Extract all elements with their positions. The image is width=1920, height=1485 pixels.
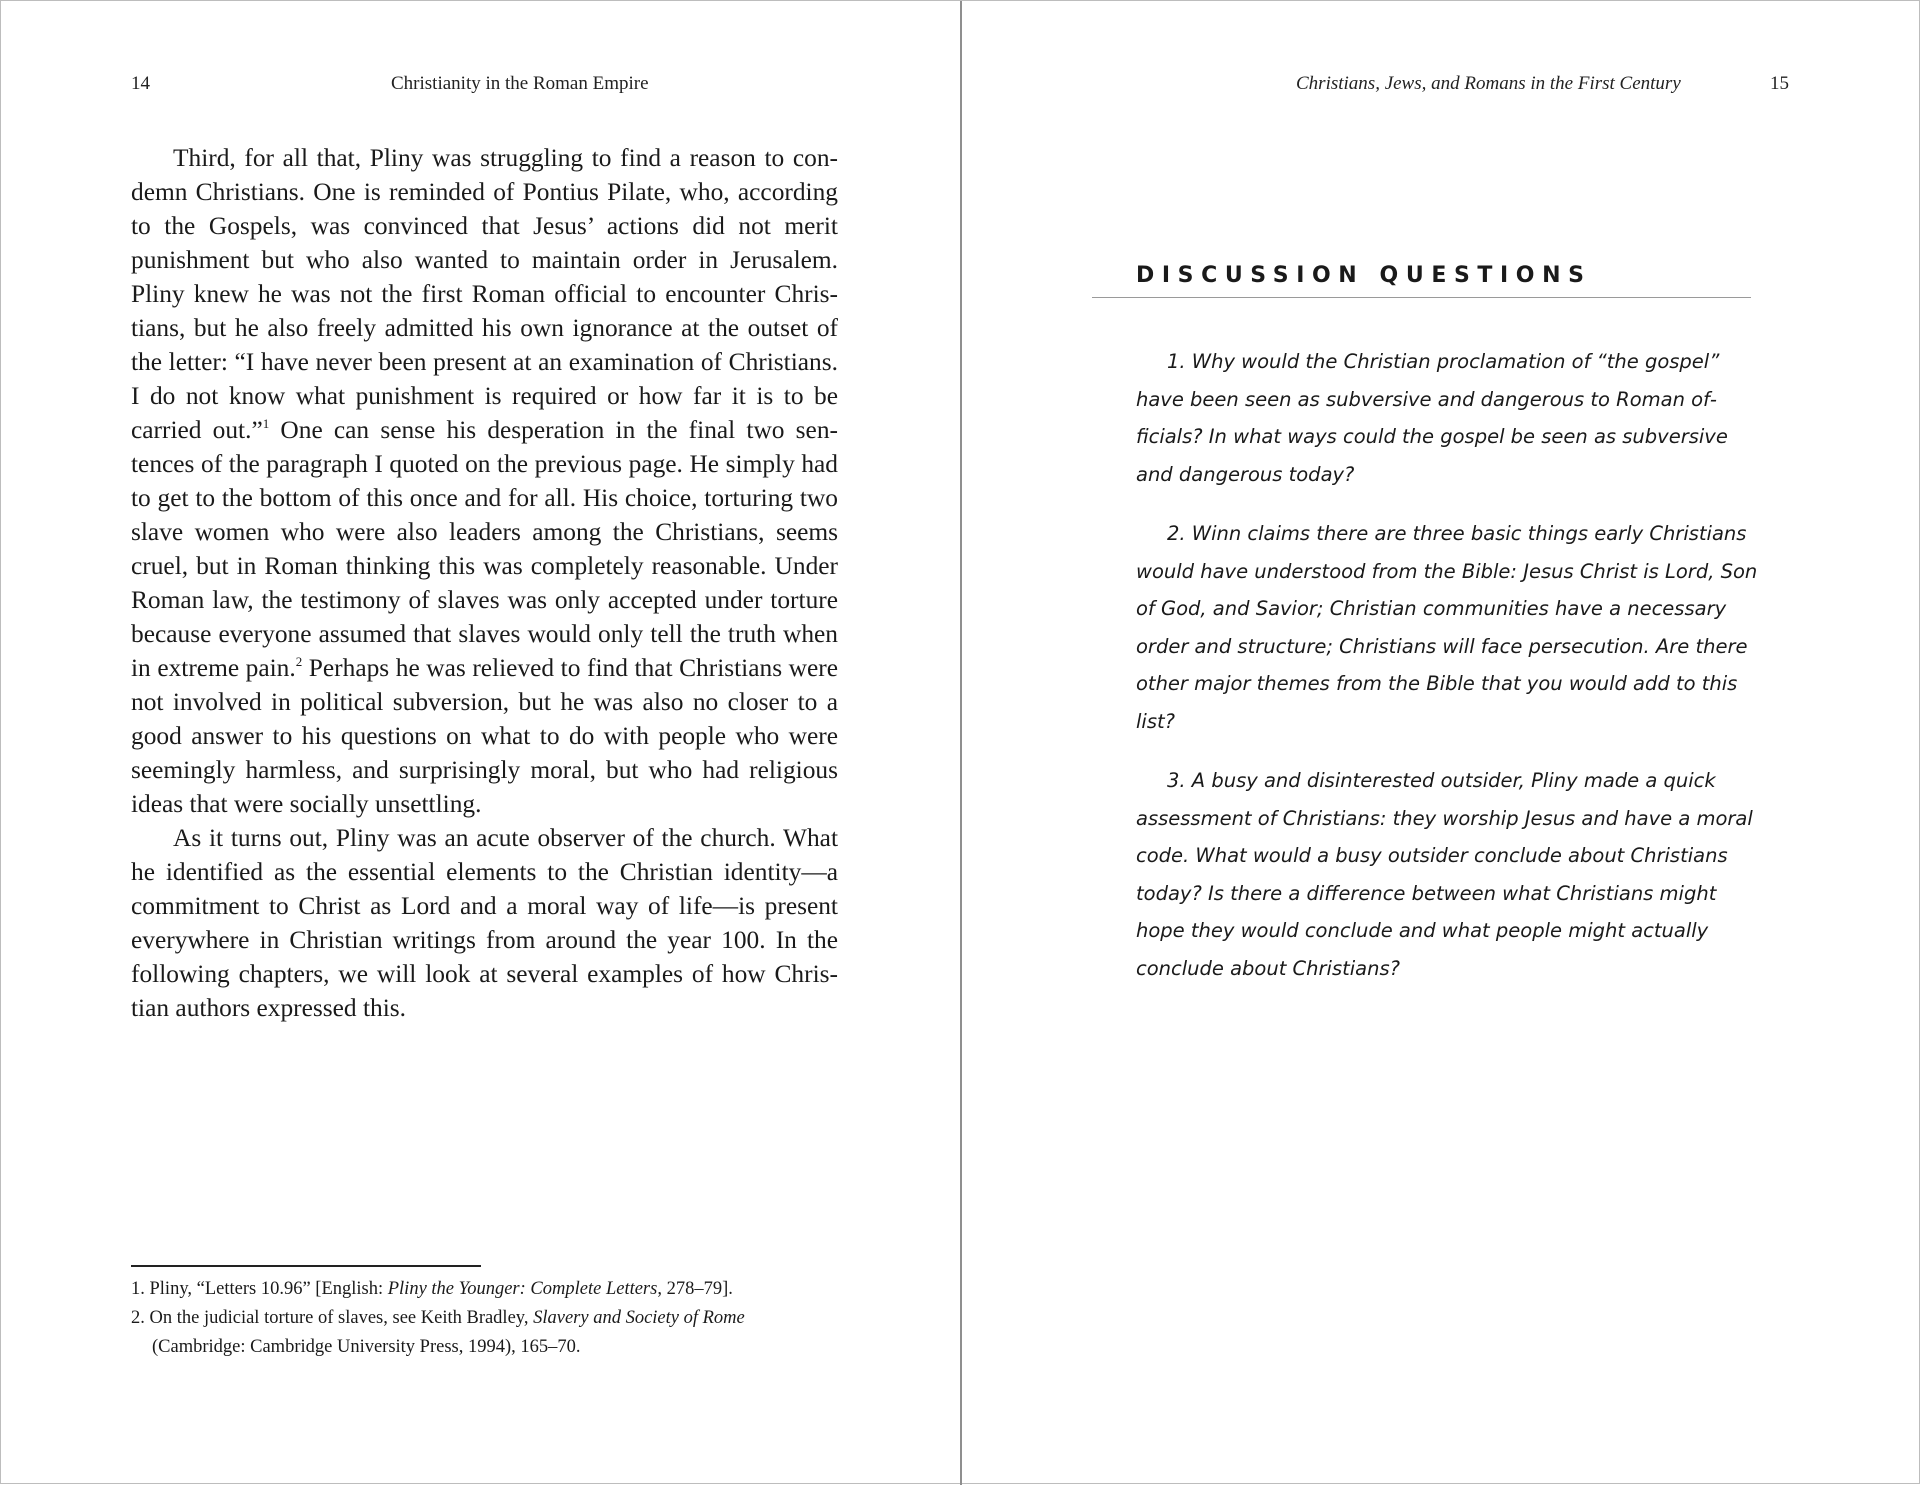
footnote-rule [131,1265,481,1267]
footnote-text: (Cambridge: Cambridge University Press, 1994), 165–70. [152,1337,581,1357]
discussion-questions [1136,343,1766,1009]
page-number: 14 [131,73,150,94]
question-item: 1. Why would the Christian proclamation of “the gospel” have been seen as subversive and dangerous to Roman officials? In what ways could the gospel be seen as subversive and dangerous today? [1136,350,1728,486]
footnote-text: 1. Pliny, “Letters 10.96” [English: [131,1279,388,1299]
footnote-text: , 278–79]. [657,1279,733,1299]
footnote-text: 2. On the judicial torture of slaves, see Keith Bradley, [131,1308,534,1328]
footnote-book-title: Pliny the Younger: Complete Letters [387,1279,658,1299]
footnote [131,1275,838,1304]
paragraph-text: Perhaps he was relieved to find that Christians were not involved in political subversion, but he was also no closer to a good answer to his questions on what to do with people who were seemingly harmless, and surprisingly moral, but who had religious ideas that were socially unsettling. [131,654,838,818]
question-item: 2. Winn claims there are three basic things early Christians would have understood from the Bible: Jesus Christ is Lord, Son of God, and Savior; Christian communities have a necessary order and structure; Christians will face persecution. Are there other major themes from the Bible that you would add to this list? [1136,522,1758,733]
left-page [1,1,960,1485]
paragraph-text: Third, for all that, Pliny was struggling to find a reason to condemn Christians. One is reminded of Pontius Pilate, who, according to the Gospels, was convinced that Jesus’ actions did not merit punishment but who also wanted to maintain order in Jerusalem. Pliny knew he was not the first Roman official to encounter Christians, but he also freely admitted his own ignorance at the outset of the letter: “I have never been present at an examination of Christians. I do not know what punishment is required or how far it is to be carried out.” [131,144,838,444]
running-head-title: Christians, Jews, and Romans in the First Century [1296,73,1681,94]
paragraph-text: One can sense his desperation in the final two sentences of the paragraph I quoted on the previous page. He simply had to get to the bottom of this once and for all. His choice, torturing two slave women who were also leaders among the Christians, seems cruel, but in Roman thinking this was completely reasonable. Under Roman law, the testimony of slaves was only accepted under torture because everyone assumed that slaves would only tell the truth when in extreme pain. [131,416,838,682]
footnote-marker: 1 [262,416,270,431]
footnote-marker: 2 [295,654,303,669]
paragraph [131,141,838,821]
page-number: 15 [1770,73,1789,94]
body-text [131,141,838,1025]
section-heading: DISCUSSION QUESTIONS [1136,263,1592,288]
right-page [962,1,1919,1485]
heading-rule [1092,297,1751,298]
footnote [131,1304,838,1362]
running-head-title: Christianity in the Roman Empire [391,73,649,94]
question-item: 3. A busy and disinterested outsider, Pliny made a quick assessment of Christians: they worship Jesus and have a moral code. What would a busy outsider conclude about Christians today? Is there a difference between what Christians might hope they would conclude and what people might actually conclude about Christians? [1136,769,1753,980]
footnotes [131,1275,838,1362]
footnote-book-title: Slavery and Society of Rome [533,1308,745,1328]
paragraph: As it turns out, Pliny was an acute observer of the church. What he identified as the essential elements to the Christian identity—a commitment to Christ as Lord and a moral way of life—is present everywhere in Christian writings from around the year 100. In the following chapters, we will look at several examples of how Christian authors expressed this. [131,824,838,1022]
